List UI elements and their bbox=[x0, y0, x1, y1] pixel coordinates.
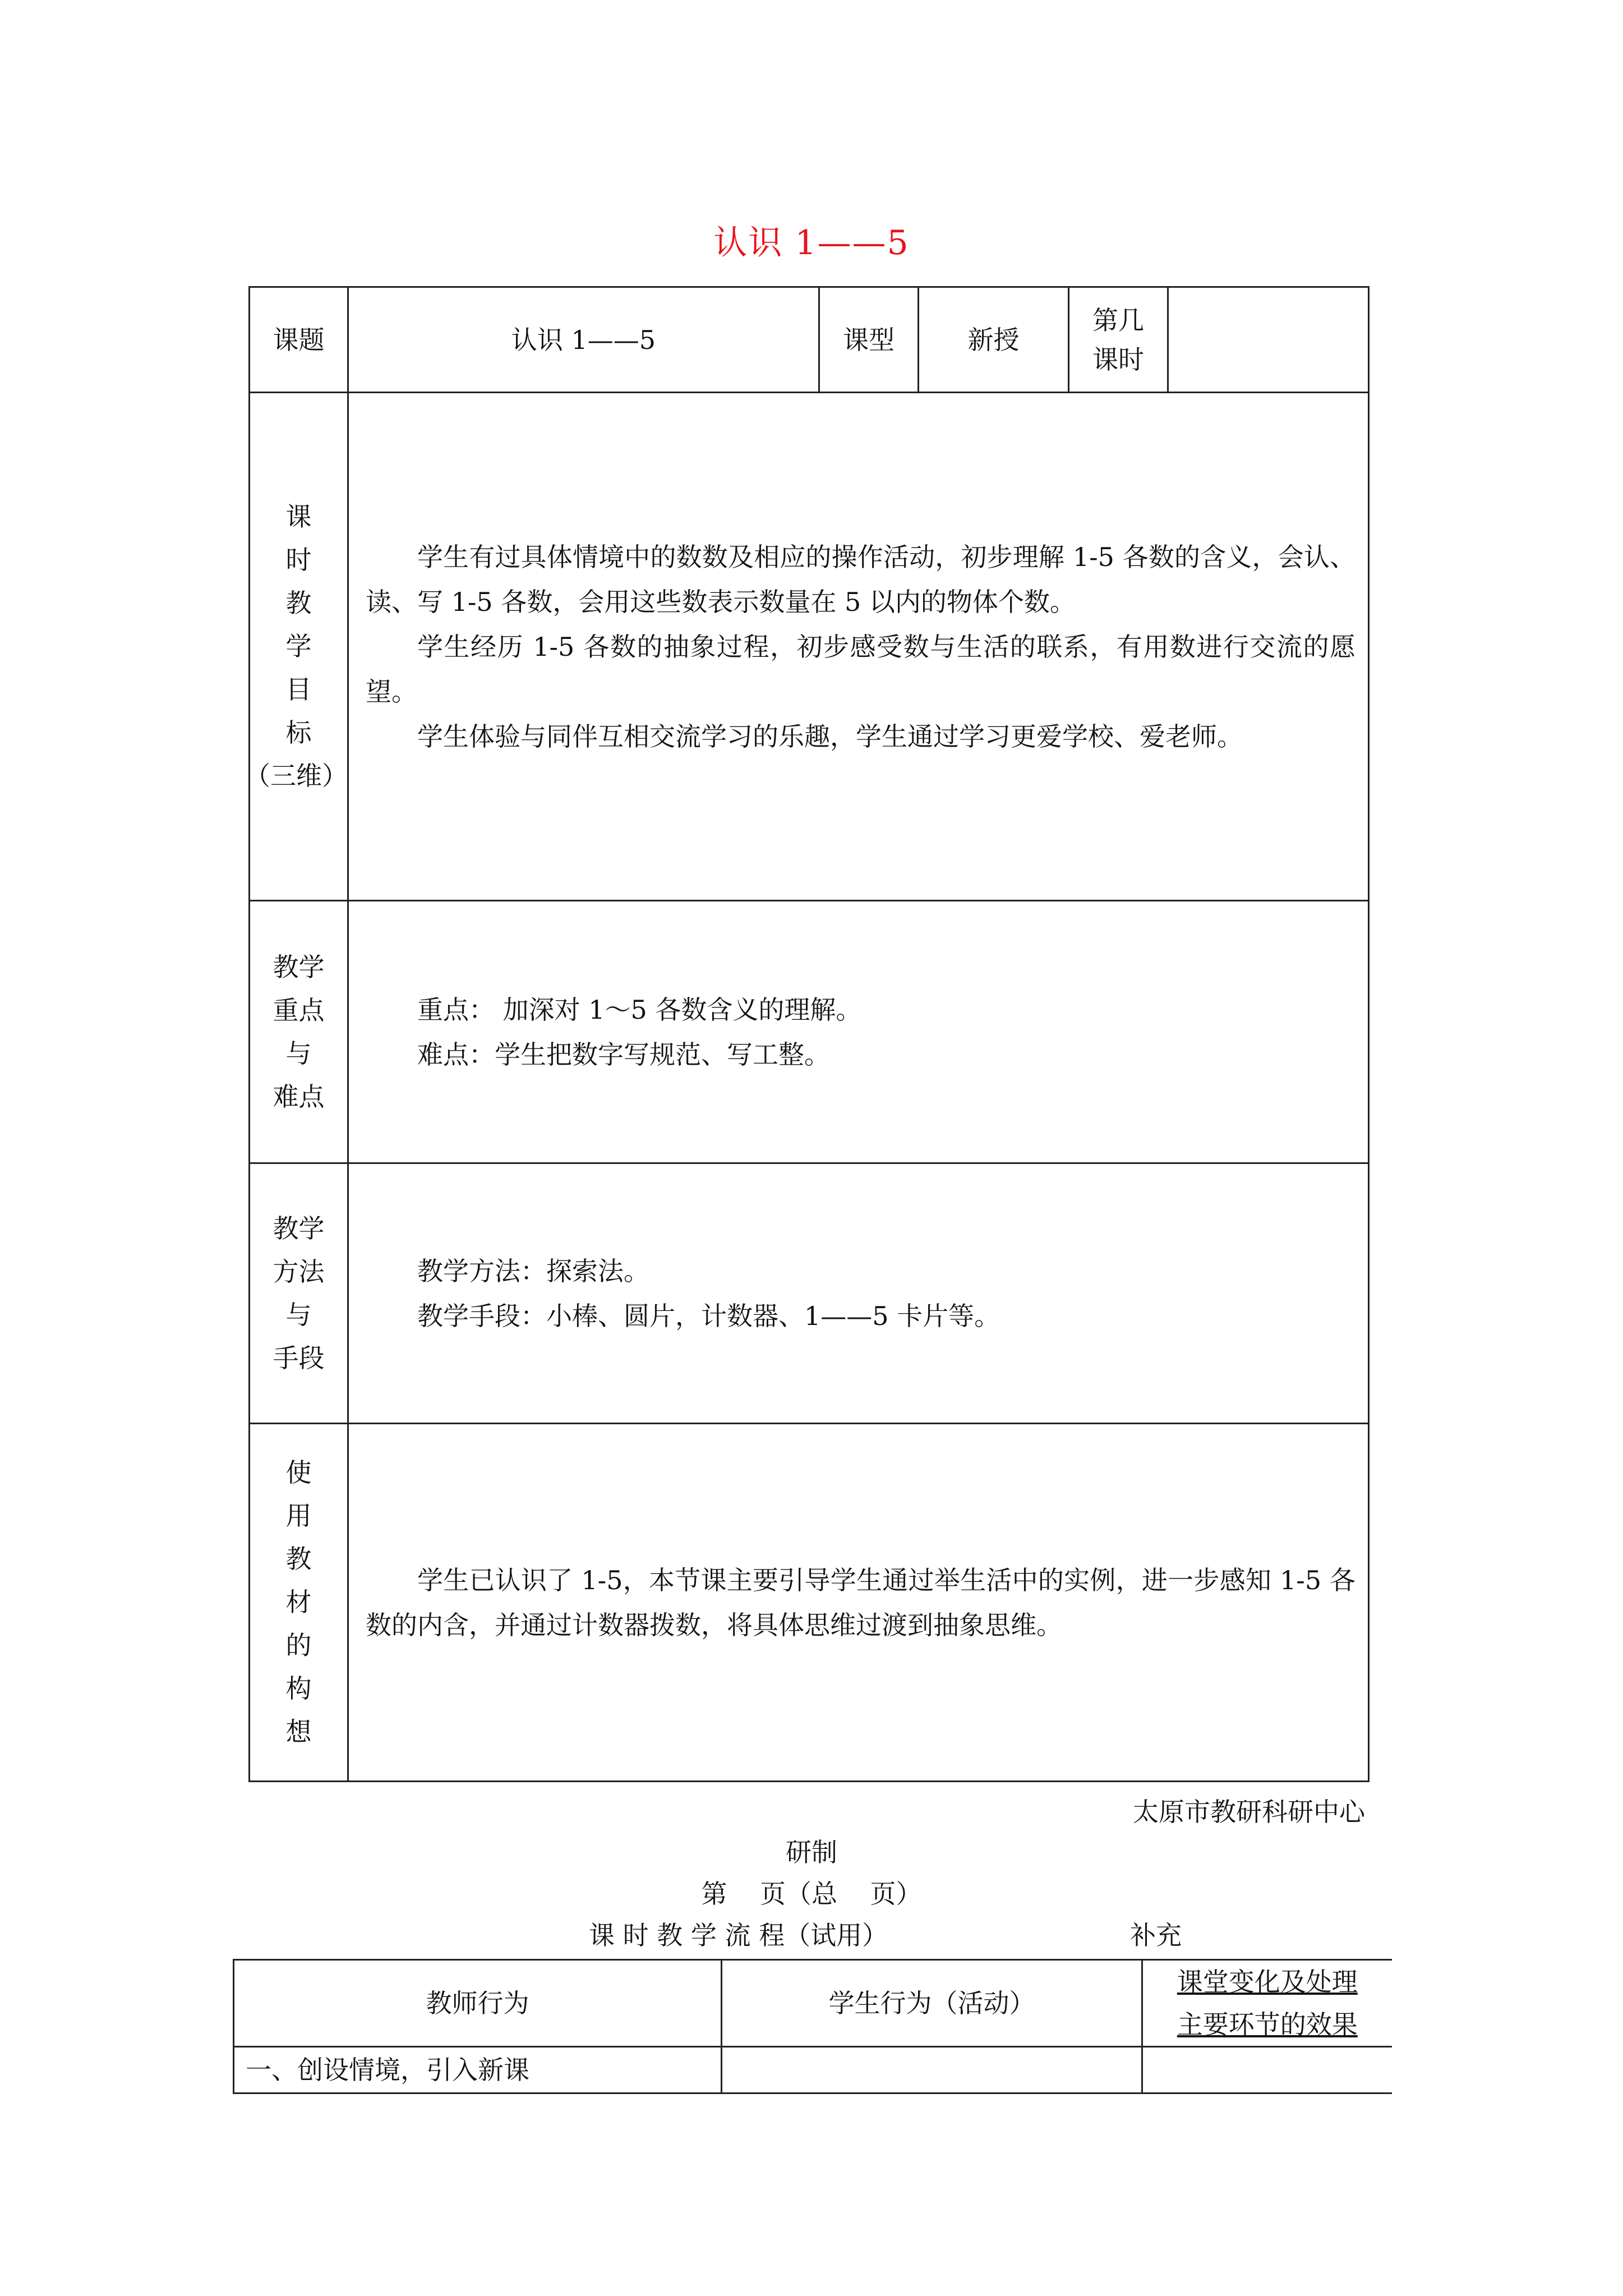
period-label-line2: 课时 bbox=[1092, 344, 1144, 375]
focus-paragraph: 重点： 加深对 1～5 各数含义的理解。 bbox=[417, 994, 862, 1025]
goals-label-char: 标 bbox=[285, 717, 312, 748]
materials-label-char: 教 bbox=[285, 1544, 312, 1574]
goals-label bbox=[245, 393, 348, 901]
focus-label-line: 教学 bbox=[273, 951, 325, 982]
focus-label-line: 重点 bbox=[273, 995, 325, 1025]
materials-label bbox=[250, 1424, 348, 1782]
period-label-line1: 第几 bbox=[1092, 305, 1144, 335]
goals-label-char: 学 bbox=[285, 631, 312, 661]
type-label: 课型 bbox=[819, 287, 919, 393]
goals-paragraph: 学生有过具体情境中的数数及相应的操作活动，初步理解 1-5 各数的含义，会认、读、写 1-5 各数，会用这些数表示数量在 5 以内的物体个数。 bbox=[366, 541, 1355, 617]
methods-row bbox=[250, 1163, 1369, 1424]
col-student-header: 学生行为（活动） bbox=[722, 1960, 1142, 2047]
focus-label-line: 与 bbox=[285, 1038, 312, 1069]
goals-label-char: （三维） bbox=[245, 761, 348, 791]
focus-label bbox=[250, 901, 348, 1163]
flow-row-effect bbox=[1142, 2047, 1392, 2093]
flow-table bbox=[233, 1959, 1392, 2094]
materials-paragraph: 学生已认识了 1-5，本节课主要引导学生通过举生活中的实例，进一步感知 1-5 各数的内含，并通过计数器拨数，将具体思维过渡到抽象思维。 bbox=[366, 1565, 1355, 1640]
methods-paragraph: 教学方法：探索法。 bbox=[417, 1255, 649, 1286]
col-effect-line2: 主要环节的效果 bbox=[1177, 2009, 1358, 2040]
materials-label-char: 的 bbox=[285, 1630, 312, 1660]
flow-row-teacher: 一、创设情境，引入新课 bbox=[234, 2047, 722, 2093]
goals-label-char: 课 bbox=[285, 501, 312, 532]
col-effect-header bbox=[1142, 1960, 1392, 2047]
focus-label-line: 难点 bbox=[273, 1081, 325, 1112]
materials-label-char: 构 bbox=[285, 1673, 312, 1704]
methods-label-line: 手段 bbox=[273, 1342, 325, 1373]
info-row bbox=[250, 287, 1369, 393]
goals-label-char: 目 bbox=[285, 674, 312, 705]
methods-content bbox=[348, 1163, 1369, 1424]
goals-label-char: 时 bbox=[285, 545, 312, 575]
materials-label-char: 想 bbox=[285, 1717, 312, 1747]
flow-title: 课 时 教 学 流 程（试用） bbox=[589, 1920, 888, 1950]
materials-label-char: 使 bbox=[285, 1457, 312, 1488]
supplement-label: 补充 bbox=[1130, 1920, 1182, 1950]
methods-label-line: 方法 bbox=[273, 1256, 325, 1287]
materials-content bbox=[348, 1424, 1369, 1782]
materials-label-char: 用 bbox=[285, 1501, 312, 1531]
lesson-plan-table bbox=[245, 286, 1370, 1782]
made-by: 研制 bbox=[786, 1837, 837, 1867]
goals-content bbox=[348, 393, 1369, 901]
methods-paragraph: 教学手段：小棒、圆片，计数器、1——5 卡片等。 bbox=[417, 1300, 1000, 1331]
focus-content bbox=[348, 901, 1369, 1163]
goals-label-char: 教 bbox=[285, 588, 312, 618]
org-name: 太原市教研科研中心 bbox=[1133, 1797, 1365, 1827]
materials-row bbox=[250, 1424, 1369, 1782]
methods-label-line: 与 bbox=[285, 1299, 312, 1330]
methods-label-line: 教学 bbox=[273, 1213, 325, 1244]
focus-row bbox=[250, 901, 1369, 1163]
period-value bbox=[1168, 287, 1369, 393]
focus-paragraph: 难点：学生把数字写规范、写工整。 bbox=[417, 1039, 830, 1070]
page-number: 第 页（总 页） bbox=[701, 1879, 922, 1909]
period-label bbox=[1069, 287, 1168, 393]
flow-row-student bbox=[722, 2047, 1142, 2093]
goals-paragraph: 学生经历 1-5 各数的抽象过程，初步感受数与生活的联系，有用数进行交流的愿望。 bbox=[366, 631, 1355, 707]
subject-label: 课题 bbox=[250, 287, 348, 393]
flow-header-row bbox=[234, 1960, 1392, 2047]
document-title: 认识 1——5 bbox=[713, 223, 910, 263]
col-effect-line1: 课堂变化及处理 bbox=[1177, 1967, 1358, 1997]
materials-label-char: 材 bbox=[285, 1587, 312, 1617]
goals-row bbox=[250, 393, 1369, 901]
goals-paragraph: 学生体验与同伴互相交流学习的乐趣，学生通过学习更爱学校、爱老师。 bbox=[417, 721, 1243, 752]
methods-label bbox=[250, 1163, 348, 1424]
col-teacher-header: 教师行为 bbox=[234, 1960, 722, 2047]
flow-row bbox=[234, 2047, 1392, 2093]
subject-value: 认识 1——5 bbox=[348, 287, 819, 393]
type-value: 新授 bbox=[919, 287, 1069, 393]
